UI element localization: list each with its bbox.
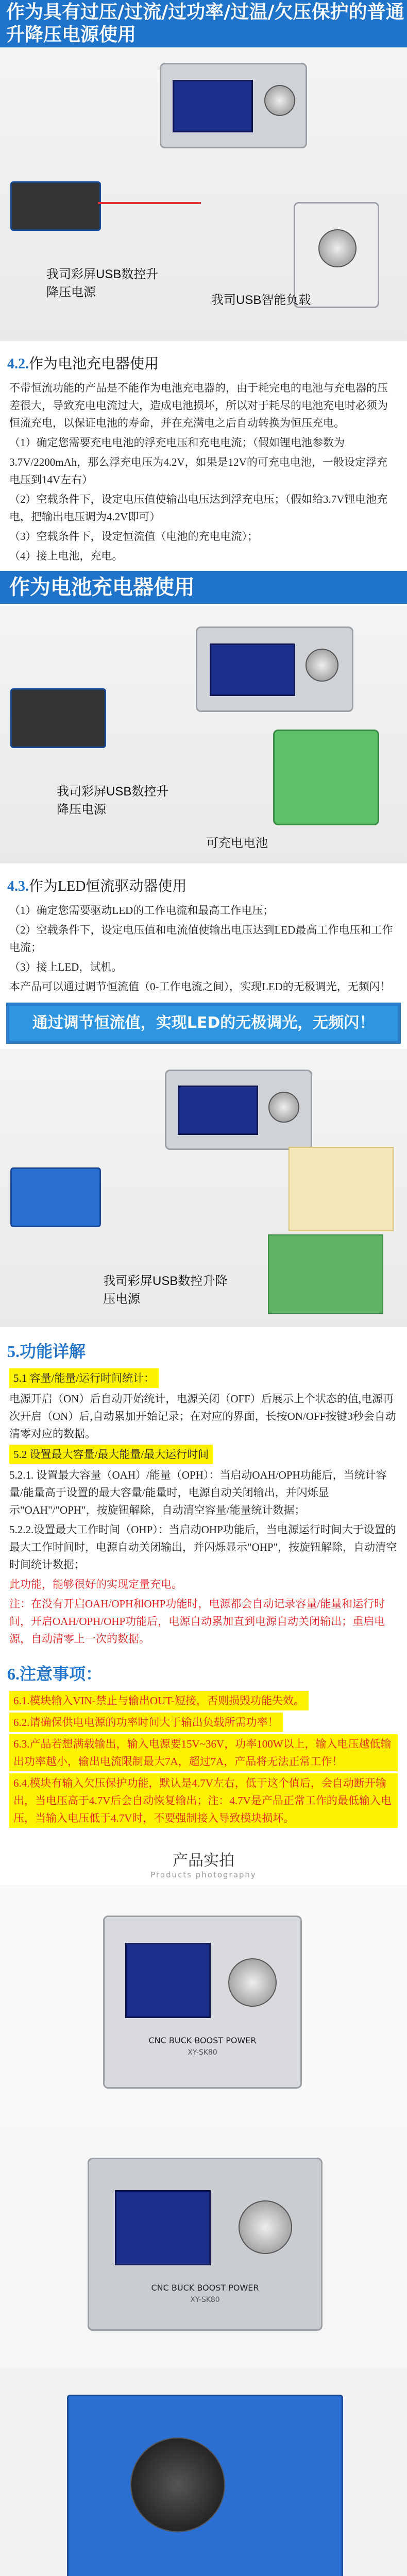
lcd-screen: [125, 1943, 211, 2018]
device-label: CNC BUCK BOOST POWER: [151, 2283, 259, 2293]
led-dimming-banner: 通过调节恒流值，实现LED的无极调光，无频闪！: [6, 1003, 401, 1044]
knob-icon: [268, 1092, 299, 1123]
paragraph: 5.2.1. 设置最大容量（OAH）/能量（OPH）：当启动OAH/OPH功能后，当统计容量/能量高于设置的最大容量/能量时，电源自动关闭输出，并闪烁显示"OAH"/"OPH"，按旋钮解除，自动清空容量/能量统计数据；: [9, 1469, 387, 1516]
photo-battery-charging: [0, 606, 407, 863]
device-model: XY-SK80: [188, 2048, 217, 2057]
list-item: （4）接上电池，充电。: [9, 550, 123, 562]
product-title: 产品实拍: [173, 1852, 234, 1870]
section-heading: 4.3.作为LED恒流驱动器使用: [7, 878, 187, 894]
section-6: [0, 1650, 407, 1830]
product-photo-front: [0, 1885, 407, 2127]
caption-right: 可充电电池: [206, 836, 268, 850]
power-supply-device: [165, 1070, 312, 1150]
lcd-screen: [115, 2190, 211, 2265]
list-item: （1）确定您需要充电电池的浮充电压和充电电流；（假如锂电池参数为: [9, 436, 345, 449]
lcd-screen: [210, 643, 295, 696]
paragraph: 不带恒流功能的产品是不能作为电池充电器的，由于耗完电的电池与充电器的压差很大，导致充电电流过大，造成电池损坏，所以对于耗尽的电池充电时必须为恒流充电，以保证电池的寿命，并在充满电之后自动转换为恒压充电。: [9, 382, 388, 429]
paragraph: 电源开启（ON）后自动开始统计，电源关闭（OFF）后展示上个状态的值,电源再次开启（ON）后,自动累加开始记录；在对应的界面，长按ON/OFF按键3秒会自动清零对应的数据。: [9, 1393, 396, 1440]
list-item: （2）空载条件下，设定电压值使输出电压达到浮充电压；（假如给3.7V锂电池充电，把输出电压调为4.2V即可）: [9, 493, 388, 523]
photo-led-driver: [0, 1049, 407, 1327]
device-label: CNC BUCK BOOST POWER: [148, 2036, 257, 2045]
photo-power-and-load: [0, 47, 407, 341]
section-heading: 4.2.作为电池充电器使用: [7, 356, 159, 372]
pcb-board: [67, 2395, 343, 2576]
power-supply-device: [160, 63, 307, 148]
mid-banner: 作为电池充电器使用: [0, 571, 407, 604]
list-item: （2）空载条件下，设定电压值和电流值使输出电压达到LED最高工作电压和工作电流；: [9, 924, 393, 954]
caption-left: 我司彩屏USB数控升降压电源: [103, 1274, 228, 1306]
lcd-screen: [173, 80, 253, 132]
list-item: （3）空载条件下，设定恒流值（电池的充电电流）；: [9, 530, 258, 543]
list-item: （1）确定您需要驱动LED的工作电流和最高工作电压；: [9, 904, 274, 917]
top-banner-text: 作为具有过压/过流/过功率/过温/欠压保护的普通升降压电源使用: [6, 2, 404, 45]
caption-left: 我司彩屏USB数控升降压电源: [46, 267, 159, 299]
note-item: 6.2.请确保供电电源的功率时间大于输出负载所需功率！: [9, 1713, 398, 1732]
list-item: 3.7V/2200mAh，那么浮充电压为4.2V，如果是12V的可充电电池，一般设定浮充电压到14V左右）: [9, 456, 387, 486]
knob-icon: [306, 649, 338, 682]
lcd-screen: [178, 1086, 258, 1135]
caption-left: 我司彩屏USB数控升降压电源: [57, 785, 169, 817]
green-banner-wrap: [0, 997, 407, 1049]
top-banner: [0, 0, 407, 47]
note-item: 6.4.模块有输入欠压保护功能，默认是4.7V左右，低于这个值后，会自动断开输出，当电压高于4.7V后会自动恢复输出；注：4.7V是产品正常工作的最低输入电压，当输入电压低于4.7V时，不要强制接入导致模块损坏。: [9, 1773, 398, 1828]
fan-icon: [318, 229, 357, 267]
device-model: XY-SK80: [190, 2296, 220, 2304]
fan-icon: [130, 2437, 225, 2532]
product-subtitle: Products photography: [150, 1870, 257, 1879]
warning-text: 此功能，能够很好的实现定量充电。: [9, 1578, 182, 1590]
section-4-3: [0, 863, 407, 997]
list-item: （3）接上LED，试机。: [9, 961, 123, 973]
knob-icon: [228, 1958, 277, 2007]
subsection-title: 5.2 设置最大容量/最大能量/最大运行时间: [9, 1445, 398, 1464]
product-photos: [0, 1840, 407, 2576]
usb-source-board: [10, 181, 101, 231]
paragraph: 5.2.2.设置最大工作时间（OHP）：当启动OHP功能后，当电源运行时间大于设置的最大工作时间时，电源自动关闭输出，并闪烁显示"OHP"，按旋钮解除，自动清空时间统计数据；: [9, 1523, 397, 1571]
knob-icon: [239, 2200, 292, 2254]
product-photo-board: [0, 2369, 407, 2576]
note-item: 6.1.模块输入VIN-禁止与输出OUT-短接，否则损毁功能失效。: [9, 1691, 398, 1710]
note: 本产品可以通过调节恒流值（0-工作电流之间），实现LED的无极调光，无频闪！: [9, 980, 391, 993]
power-supply-device: [88, 2158, 323, 2331]
power-supply-device: [196, 626, 353, 712]
battery-pack: [273, 730, 379, 825]
section-heading: 5.功能详解: [7, 1342, 86, 1361]
caption-right: 我司USB智能负载: [211, 293, 311, 307]
product-photo-angle: [0, 2127, 407, 2369]
led-panel-lit: [289, 1147, 394, 1231]
wire: [98, 202, 201, 204]
note-item: 6.3.产品若想满载输出，输入电源要15V~36V，功率100W以上，输入电压越低输出功率越小，输出电流限制最大7A，超过7A，产品将无法正常工作！: [9, 1734, 398, 1771]
power-supply-device: [103, 1916, 302, 2089]
subsection-title: 5.1 容量/能量/运行时间统计：: [9, 1368, 398, 1388]
knob-icon: [264, 85, 295, 116]
section-4-2: [0, 341, 407, 567]
note-text: 注：在没有开启OAH/OPH和OHP功能时，电源都会自动记录容量/能量和运行时间，开启OAH/OPH/OHP功能后，电源自动累加直到电源自动关闭输出；重启电源，自动清零上一次的数据。: [9, 1598, 385, 1645]
section-5: [0, 1327, 407, 1650]
usb-source-board: [10, 1167, 101, 1227]
led-panel: [268, 1234, 383, 1314]
section-heading: 6.注意事项：: [7, 1665, 103, 1683]
usb-source-board: [10, 688, 106, 748]
